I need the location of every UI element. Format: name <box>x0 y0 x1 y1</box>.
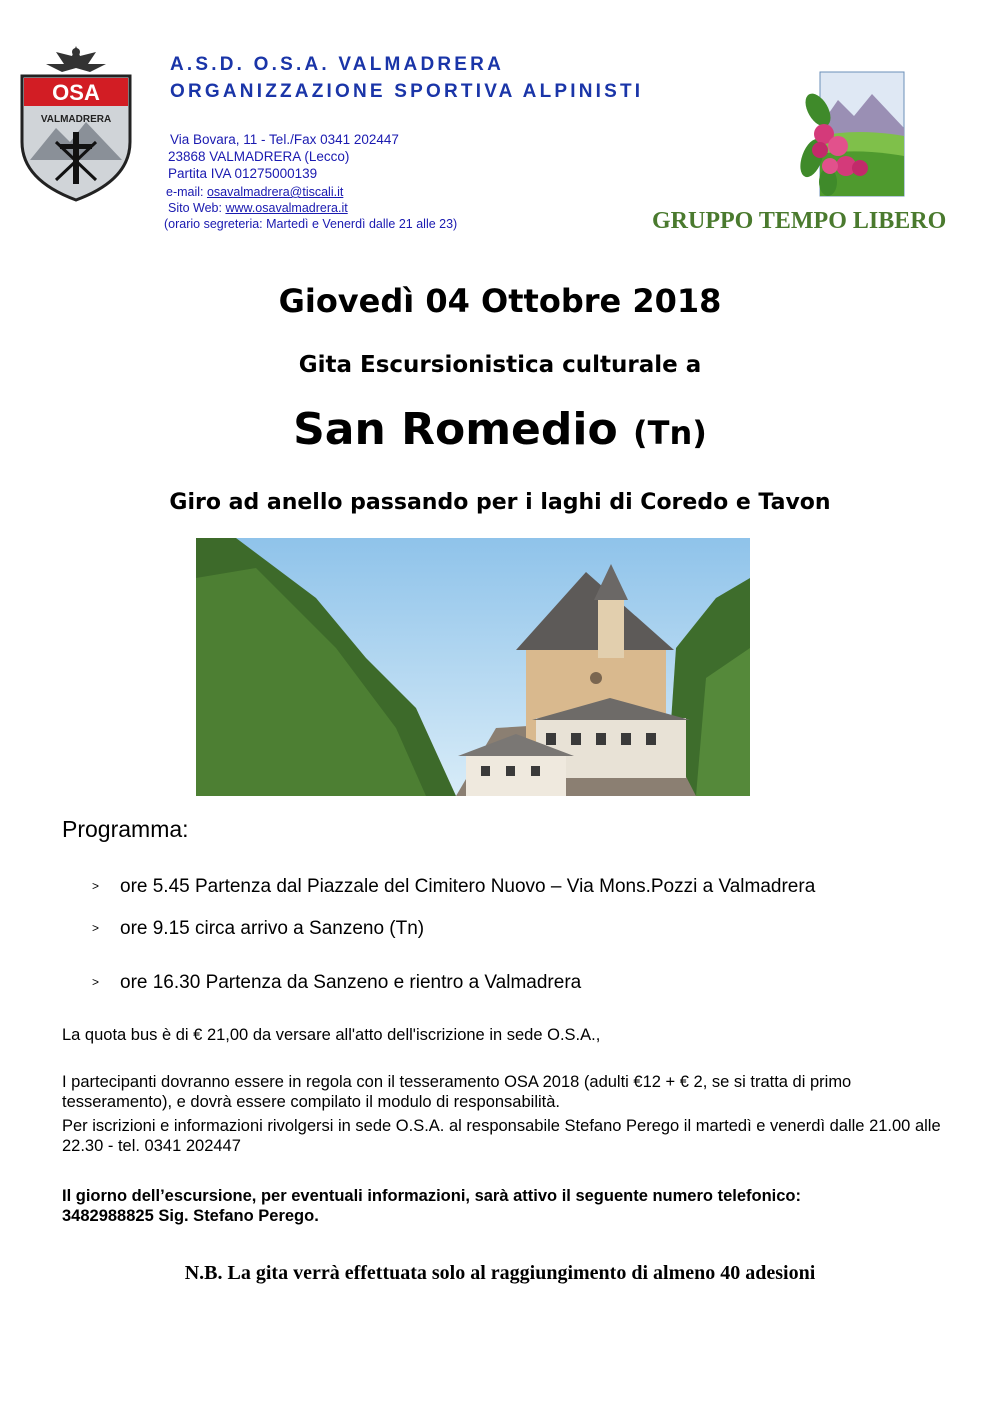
san-romedio-photo <box>196 538 750 796</box>
program-item <box>92 876 815 898</box>
event-place <box>0 404 1000 455</box>
svg-text:VALMADRERA: VALMADRERA <box>40 114 112 125</box>
tempo-libero-logo <box>798 70 908 198</box>
nb-note: N.B. La gita verrà effettuata solo al raggiungimento di almeno 40 adesioni <box>184 1262 816 1284</box>
email-link[interactable]: osavalmadrera@tiscali.it <box>206 185 344 199</box>
org-full-name: ORGANIZZAZIONE SPORTIVA ALPINISTI <box>170 81 644 102</box>
website-line <box>168 200 348 216</box>
program-item-text: ore 9.15 circa arrivo a Sanzeno (Tn) <box>120 918 425 939</box>
vat-number: Partita IVA 01275000139 <box>168 166 318 181</box>
program-label: Programma: <box>62 816 189 842</box>
osa-logo <box>16 42 136 202</box>
address: Via Bovara, 11 - Tel./Fax 0341 202447 <box>170 132 399 147</box>
email-line <box>166 184 343 200</box>
phone-number-line: 3482988825 Sig. Stefano Perego. <box>62 1207 319 1225</box>
place-province: (Tn) <box>633 414 707 452</box>
program-item-text: ore 16.30 Partenza da Sanzeno e rientro a Valmadrera <box>120 972 582 993</box>
office-hours: (orario segreteria: Martedì e Venerdì dalle 21 alle 23) <box>164 217 458 231</box>
fee-info: La quota bus è di € 21,00 da versare all'atto dell'iscrizione in sede O.S.A., <box>62 1026 601 1044</box>
contact-info: Per iscrizioni e informazioni rivolgersi in sede O.S.A. al responsabile Stefano Perego il martedì e venerdì dalle 21.00 alle 22.30 - tel. 0341 202447 <box>62 1117 941 1155</box>
program-item <box>92 918 424 940</box>
email-label: e-mail: <box>166 185 207 199</box>
website-link[interactable]: www.osavalmadrera.it <box>225 201 348 215</box>
svg-text:OSA: OSA <box>52 80 100 105</box>
membership-info: I partecipanti dovranno essere in regola con il tesseramento OSA 2018 (adulti €12 + € 2, se si tratta di primo tesseramento), e dovrà essere compilato il modulo di responsabilità. <box>62 1073 852 1111</box>
place-name: San Romedio <box>293 404 618 455</box>
city: 23868 VALMADRERA (Lecco) <box>168 149 350 164</box>
program-item <box>92 972 581 994</box>
arrow-bullet-icon: > <box>92 975 100 989</box>
event-date: Giovedì 04 Ottobre 2018 <box>278 282 722 320</box>
arrow-bullet-icon: > <box>92 879 100 893</box>
event-route: Giro ad anello passando per i laghi di Coredo e Tavon <box>169 490 831 515</box>
org-name: A.S.D. O.S.A. VALMADRERA <box>170 54 505 75</box>
program-item-text: ore 5.45 Partenza dal Piazzale del Cimitero Nuovo – Via Mons.Pozzi a Valmadrera <box>120 876 816 897</box>
phone-info-line: Il giorno dell’escursione, per eventuali informazioni, sarà attivo il seguente numero telefonico: <box>62 1187 801 1205</box>
event-subtitle: Gita Escursionistica culturale a <box>298 352 702 378</box>
group-title: GRUPPO TEMPO LIBERO <box>652 208 947 234</box>
website-label: Sito Web: <box>168 201 226 215</box>
arrow-bullet-icon: > <box>92 921 100 935</box>
phone-info <box>62 1186 942 1226</box>
